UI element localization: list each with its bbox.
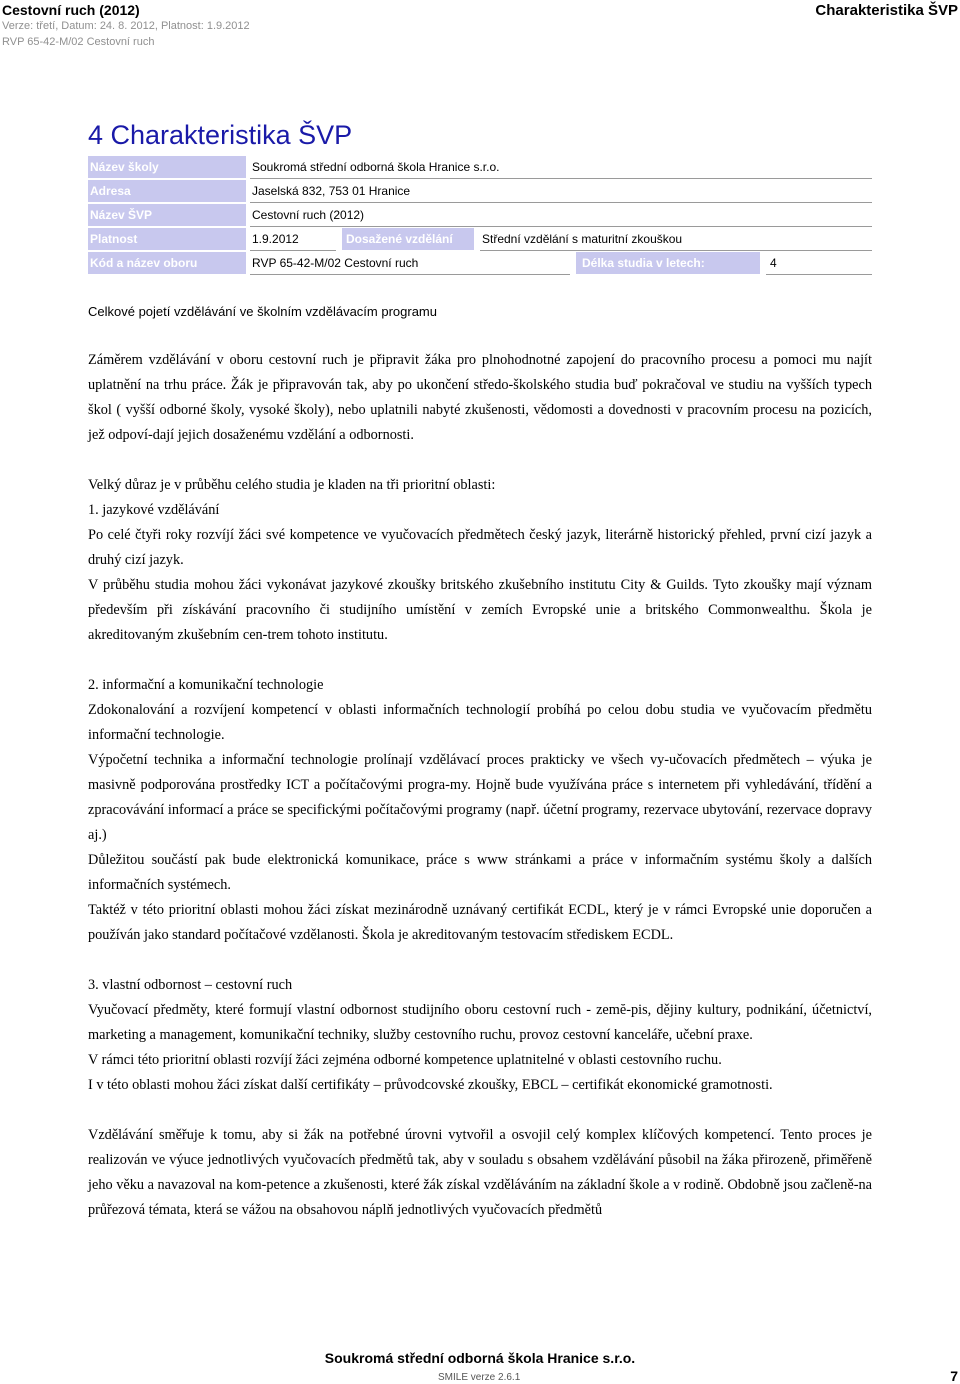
school-label: Název školy	[90, 160, 159, 174]
code-line: RVP 65-42-M/02 Cestovní ruch	[2, 36, 155, 48]
length-label: Délka studia v letech:	[582, 256, 705, 270]
divider	[250, 250, 336, 251]
paragraph-gap	[88, 648, 872, 673]
divider	[250, 226, 872, 227]
paragraph: Záměrem vzdělávání v oboru cestovní ruch je připravit žáka pro plnohodnotné zapojení do pracovního procesu a pomoci mu najít uplatnění na trhu práce. Žák je připravován tak, aby po ukončení středo-školského studia buď pokračoval ve studiu na vyšších typech škol ( vyšší odborné školy, vysoké školy), nebo uplatnili nabyté zkušenosti, vědomosti a dovednosti v pracovním procesu na pozicích, jež odpoví-dají jejich dosaženému vzdělání a odbornosti.	[88, 352, 872, 443]
paragraph-gap	[88, 948, 872, 973]
version-line: Verze: třetí, Datum: 24. 8. 2012, Platnost: 1.9.2012	[2, 20, 250, 32]
paragraph: 3. vlastní odbornost – cestovní ruch	[88, 977, 293, 993]
school-info-table	[88, 152, 872, 274]
address-label: Adresa	[90, 184, 131, 198]
section-title: Celkové pojetí vzdělávání ve školním vzdělávacím programu	[88, 304, 437, 319]
divider	[250, 178, 872, 179]
chapter-heading: 4 Charakteristika ŠVP	[88, 120, 353, 150]
paragraph: V průběhu studia mohou žáci vykonávat jazykové zkoušky britského zkušebního institutu City & Guilds. Tyto zkoušky mají význam především při získávání pracovního či studijního umístění v zemích Evropské unie a britského Commonwealthu. Škola je akreditovaným zkušebním cen-trem tohoto institutu.	[88, 577, 872, 643]
divider	[480, 250, 872, 251]
paragraph: 1. jazykové vzdělávání	[88, 502, 220, 518]
header-section-title: Charakteristika ŠVP	[815, 2, 958, 19]
paragraph: I v této oblasti mohou žáci získat další certifikáty – průvodcovské zkoušky, EBCL – certifikát ekonomické gramotnosti.	[88, 1077, 773, 1093]
paragraph-gap	[88, 1098, 872, 1123]
paragraph: V rámci této prioritní oblasti rozvíjí žáci zejména odborné kompetence uplatnitelné v oblasti cestovního ruchu.	[88, 1052, 722, 1068]
page-number: 7	[950, 1368, 958, 1384]
education-label: Dosažené vzdělání	[346, 232, 453, 246]
footer-version: SMILE verze 2.6.1	[438, 1372, 521, 1383]
paragraph: Zdokonalování a rozvíjení kompetencí v oblasti informačních technologií probíhá po celou dobu studia ve vyučovacím předmětu informační technologie.	[88, 702, 872, 743]
address-value: Jaselská 832, 753 01 Hranice	[252, 184, 411, 198]
paragraph: Výpočetní technika a informační technologie prolínají vzdělávací proces prakticky ve všech vy-učovacích předmětech – výuka je masivně podporována prostředky ICT a počítačovými progra-my. Hojně bude využívána práce s internetem při vyhledávání, třídění a zpracovávání informací a práce se specifickými počítačovými programy (např. účetní programy, rezervace ubytování, rezervace dopravy aj.)	[88, 752, 872, 843]
paragraph-gap	[88, 448, 872, 473]
paragraph: Taktéž v této prioritní oblasti mohou žáci získat mezinárodně uznávaný certifikát ECDL, který je v rámci Evropské unie doporučen a používán jako standard počítačové vzdělanosti. Škola je akreditovaným testovacím střediskem ECDL.	[88, 902, 872, 943]
validity-value: 1.9.2012	[252, 232, 299, 246]
svp-value: Cestovní ruch (2012)	[252, 208, 365, 222]
code-value: RVP 65-42-M/02 Cestovní ruch	[252, 256, 419, 270]
code-label: Kód a název oboru	[90, 256, 198, 270]
paragraph: Důležitou součástí pak bude elektronická komunikace, práce s www stránkami a práce v informačním systému školy a dalších informačních systémech.	[88, 852, 872, 893]
body-text	[88, 348, 872, 1223]
divider	[250, 202, 872, 203]
divider	[766, 274, 872, 275]
footer-school-name: Soukromá střední odborná škola Hranice s.r.o.	[324, 1350, 636, 1366]
document-title: Cestovní ruch (2012)	[2, 2, 140, 18]
validity-label: Platnost	[90, 232, 138, 246]
paragraph: Vzdělávání směřuje k tomu, aby si žák na potřebné úrovni vytvořil a osvojil celý komplex klíčových kompetencí. Tento proces je realizován ve výuce jednotlivých vyučovacích předmětů tak, aby v souladu s obsahem vzdělávání působil na žáka přirozeně, přiměřeně jeho věku a navazoval na kom-petence a zkušenosti, které žák získal vzděláváním na základní škole a v rodině. Obdobně jsou začleně-na průřezová témata, která se vážou na obsahovou náplň jednotlivých vyučovacích předmětů	[88, 1127, 872, 1218]
paragraph: Velký důraz je v průběhu celého studia je kladen na tři prioritní oblasti:	[88, 477, 496, 493]
divider	[250, 274, 570, 275]
paragraph: Po celé čtyři roky rozvíjí žáci své kompetence ve vyučovacích předmětech český jazyk, literárně historický přehled, první cizí jazyk a druhý cizí jazyk.	[88, 527, 872, 568]
paragraph: 2. informační a komunikační technologie	[88, 677, 324, 693]
length-value: 4	[770, 256, 777, 270]
school-value: Soukromá střední odborná škola Hranice s.r.o.	[252, 160, 500, 174]
paragraph: Vyučovací předměty, které formují vlastní odbornost studijního oboru cestovní ruch - zemĕ-pis, dějiny kultury, podnikání, účetnictví, marketing a management, komunikační techniky, služby cestovního ruchu, provoz cestovní kanceláře, učební praxe.	[88, 1002, 872, 1043]
svp-label: Název ŠVP	[90, 208, 153, 222]
education-value: Střední vzdělání s maturitní zkouškou	[482, 232, 683, 246]
